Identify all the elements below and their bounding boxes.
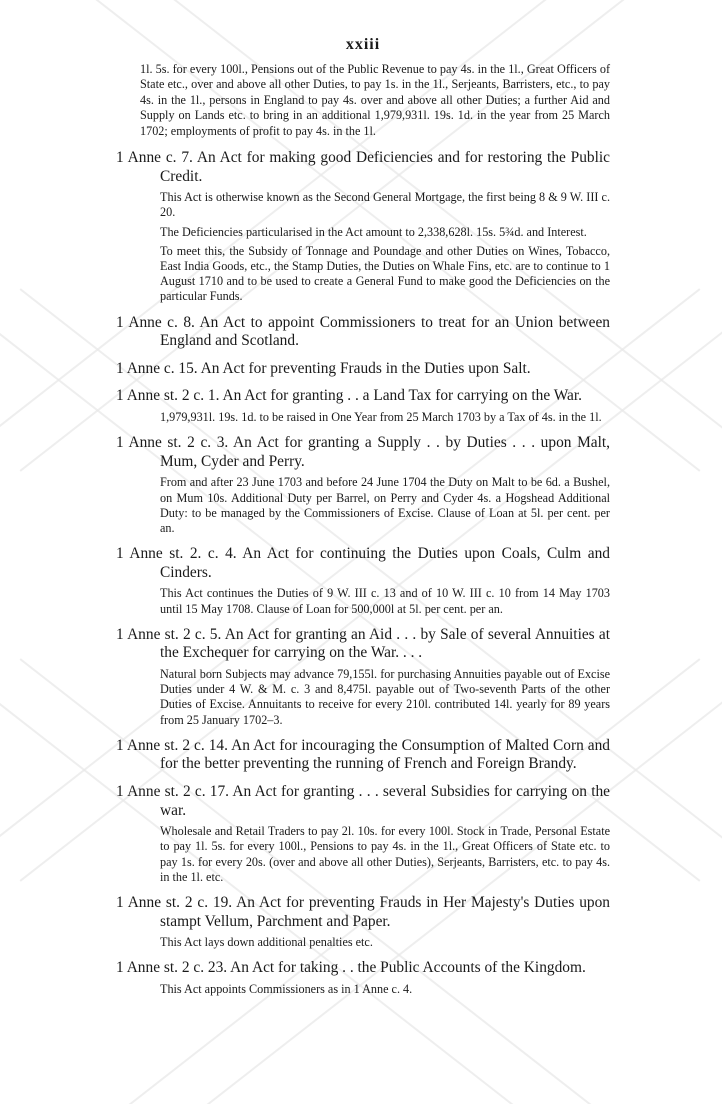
act-entry — [116, 626, 610, 728]
act-title: 1 Anne st. 2 c. 17. An Act for granting . . . several Subsidies for carrying on the war. — [116, 783, 610, 819]
act-entry — [116, 894, 610, 950]
act-title: 1 Anne st. 2 c. 14. An Act for incouraging the Consumption of Malted Corn and for the better preventing the running of French and Foreign Brandy. — [116, 736, 610, 773]
act-entry — [116, 783, 610, 885]
act-title: 1 Anne st. 2. c. 4. An Act for continuing the Duties upon Coals, Culm and Cinders. — [116, 545, 610, 581]
act-entry — [116, 314, 610, 351]
act-note: This Act lays down additional penalties etc. — [160, 935, 373, 950]
act-title: 1 Anne c. 15. An Act for preventing Frauds in the Duties upon Salt. — [116, 359, 531, 377]
act-title: 1 Anne c. 7. An Act for making good Deficiencies and for restoring the Public Credit. — [116, 149, 610, 185]
act-title: 1 Anne st. 2 c. 1. An Act for granting . . a Land Tax for carrying on the War. — [116, 387, 582, 405]
act-note: This Act continues the Duties of 9 W. III c. 13 and of 10 W. III c. 10 from 14 May 1703 until 15 May 1708. Clause of Loan for 500,000l at 5l. per cent. per an. — [160, 586, 610, 616]
act-note: This Act is otherwise known as the Second General Mortgage, the first being 8 & 9 W. III c. 20. — [160, 190, 610, 220]
act-note: From and after 23 June 1703 and before 24 June 1704 the Duty on Malt to be 6d. a Bushel, on Mum 10s. Additional Duty per Barrel, on Perry and Cyder 4s. a Hogshead Additional Duty: to be managed by the Commissioners of Excise. Clause of Loan at 5l. per cent. per an. — [160, 475, 610, 536]
act-title: 1 Anne st. 2 c. 23. An Act for taking . . the Public Accounts of the Kingdom. — [116, 959, 586, 977]
act-entry — [116, 434, 610, 536]
intro-paragraph: 1l. 5s. for every 100l., Pensions out of the Public Revenue to pay 4s. in the 1l., Great Officers of State etc., over and above all other Duties, to pay 1s. in the 1l., Serjeants, Barristers, etc., to pay 4s. in the 1l., persons in England to pay 4s. over and above all other Duties; a further Aid and Supply on Lands etc. to bring in an additional 1,979,931l. 19s. 1d. in the year from 25 March 1702; employments of profit to pay 4s. in the 1l. — [140, 62, 610, 138]
act-note: This Act appoints Commissioners as in 1 Anne c. 4. — [160, 981, 413, 996]
page-number: xxiii — [345, 36, 381, 53]
document-page — [116, 36, 610, 997]
act-title: 1 Anne st. 2 c. 5. An Act for granting an Aid . . . by Sale of several Annuities at the Exchequer for carrying on the War. . . . — [116, 625, 610, 662]
act-entry — [116, 360, 610, 379]
act-entry — [116, 149, 610, 305]
act-entries — [116, 149, 610, 997]
act-entry — [116, 545, 610, 617]
act-title: 1 Anne st. 2 c. 19. An Act for preventing Frauds in Her Majesty's Duties upon stampt Vellum, Parchment and Paper. — [116, 894, 610, 930]
act-entry — [116, 387, 610, 425]
act-note: To meet this, the Subsidy of Tonnage and Poundage and other Duties on Wines, Tobacco, East India Goods, etc., the Stamp Duties, the Duties on Whale Fins, etc. are to continue to 1 August 1710 and to be used to create a General Fund to make good the Deficiencies on the particular Funds. — [160, 243, 610, 304]
act-entry — [116, 959, 610, 997]
act-note: Natural born Subjects may advance 79,155l. for purchasing Annuities payable out of Excise Duties under 4 W. & M. c. 3 and 8,475l. payable out of Two-seventh Parts of the other Duties of Excise. Annuitants to receive for every 210l. contributed 14l. yearly for 89 years from 25 January 1702–3. — [160, 667, 610, 727]
act-entry — [116, 737, 610, 774]
act-title: 1 Anne c. 8. An Act to appoint Commissioners to treat for an Union between England and Scotland. — [116, 313, 610, 350]
act-note: 1,979,931l. 19s. 1d. to be raised in One Year from 25 March 1703 by a Tax of 4s. in the 1l. — [160, 410, 602, 425]
act-title: 1 Anne st. 2 c. 3. An Act for granting a Supply . . by Duties . . . upon Malt, Mum, Cyder and Perry. — [116, 434, 610, 470]
act-note: Wholesale and Retail Traders to pay 2l. 10s. for every 100l. Stock in Trade, Personal Estate to pay 1l. 5s. for every 100l., Pensions to pay 4s. in the 1l., Great Officers of State etc. to pay 1s. for every 20s. (over and above all other Duties), Serjeants, Barristers, etc. to pay 4s. in the 1l. etc. — [160, 824, 610, 884]
act-note: The Deficiencies particularised in the Act amount to 2,338,628l. 15s. 5¾d. and Interest. — [160, 224, 587, 239]
